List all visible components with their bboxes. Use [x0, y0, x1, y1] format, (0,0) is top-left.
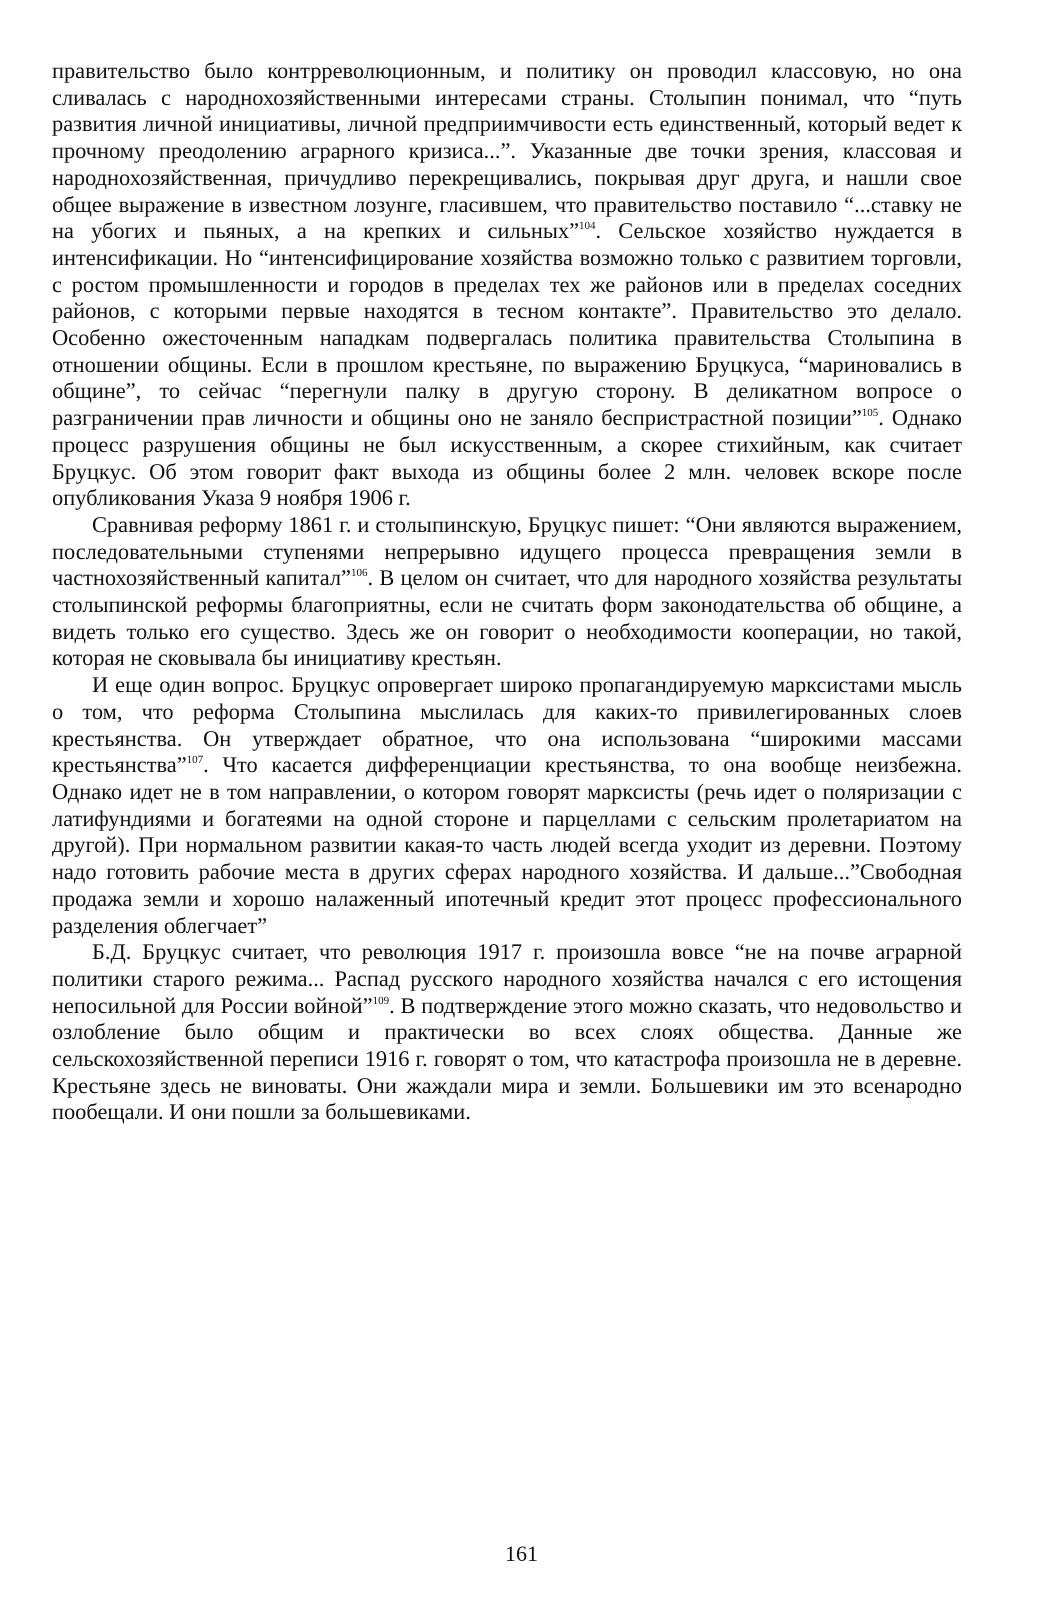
- paragraph: [52, 939, 962, 1126]
- footnote-ref[interactable]: 105: [861, 407, 879, 420]
- footnote-ref[interactable]: 106: [351, 567, 368, 580]
- page-body: [52, 58, 962, 1126]
- footnote-ref[interactable]: 109: [372, 994, 390, 1007]
- paragraph: [52, 512, 962, 672]
- paragraph: [52, 58, 962, 512]
- footnote-ref[interactable]: 107: [186, 754, 204, 767]
- text-run: Сравнивая реформу 1861 г. и столыпинскую, Бруцкус пишет: “Они являются выражением, последовательными ступенями непрерывно идущего процесса превращения земли в частнохозяйственный капитал”: [52, 511, 962, 591]
- text-run: . В подтверждение этого можно сказать, что недовольство и озлобление было общим и практически во всех слоях общества. Данные же сельскохозяйственной переписи 1916 г. говорят о том, что катастрофа произошла не в деревне. Крестьяне здесь не виноваты. Они жаждали мира и земли. Большевики им это всенародно пообещали. И они пошли за большевиками.: [52, 992, 963, 1125]
- text-run: правительство было контрреволюционным, и политику он проводил классовую, но она сливалась с народнохозяйственными интересами страны. Столыпин понимал, что “путь развития личной инициативы, личной предприимчивости есть единственный, который ведет к прочному преодолению аграрного кризиса...”. Указанные две точки зрения, классовая и народнохозяйственная, причудливо перекрещивались, покрывая друг друга, и нашли свое общее выражение в известном лозунге, гласившем, что правительство поставило “...ставку не на убогих и пьяных, а на крепких и сильных”: [52, 58, 962, 244]
- text-run: . Что касается дифференциации крестьянства, то она вообще неизбежна. Однако идет не в том направлении, о котором говорят марксисты (речь идет о поляризации с латифундиями и богатеями на одной стороне и парцеллами с сельским пролетариатом на другой). При нормальном развитии какая-то часть людей всегда уходит из деревни. Поэтому надо готовить рабочие места в других сферах народного хозяйства. И дальше...”Свободная продажа земли и хорошо налаженный ипотечный кредит этот процесс профессионального разделения облегчает”: [52, 752, 962, 938]
- text-run: Б.Д. Бруцкус считает, что революция 1917 г. произошла вовсе “не на почве аграрной политики старого режима... Распад русского народного хозяйства начался с его истощения непосильной для России войной”: [52, 939, 962, 1018]
- paragraph: [52, 672, 962, 939]
- text-run: . Однако процесс разрушения общины не был искусственным, а скорее стихийным, как считает Бруцкус. Об этом говорит факт выхода из общины более 2 млн. человек вскоре после опубликования Указа 9 ноября 1906 г.: [52, 405, 962, 511]
- page-number: 161: [505, 1541, 538, 1566]
- text-run: . В целом он считает, что для народного хозяйства результаты столыпинской реформы благоприятны, если не считать форм законодательства об общине, а видеть только его существо. Здесь же он говорит о необходимости кооперации, но такой, которая не сковывала бы инициативу крестьян.: [52, 565, 962, 671]
- text-run: . Сельское хозяйство нуждается в интенсификации. Но “интенсифицирование хозяйства возможно только с развитием торговли, с ростом промышленности и городов в пределах тех же районов или в пределах соседних районов, с которыми первые находятся в тесном контакте”. Правительство это делало. Особенно ожесточенным нападкам подвергалась политика правительства Столыпина в отношении общины. Если в прошлом крестьяне, по выражению Бруцкуса, “мариновались в общине”, то сейчас “перегнули палку в другую сторону. В деликатном вопросе о разграничении прав личности и общины оно не заняло беспристрастной позиции”: [52, 218, 963, 431]
- text-run: И еще один вопрос. Бруцкус опровергает широко пропагандируемую марксистами мысль о том, что реформа Столыпина мыслилась для каких-то привилегированных слоев крестьянства. Он утверждает обратное, что она использована “широкими массами крестьянства”: [52, 672, 962, 778]
- footnote-ref[interactable]: 104: [579, 220, 596, 233]
